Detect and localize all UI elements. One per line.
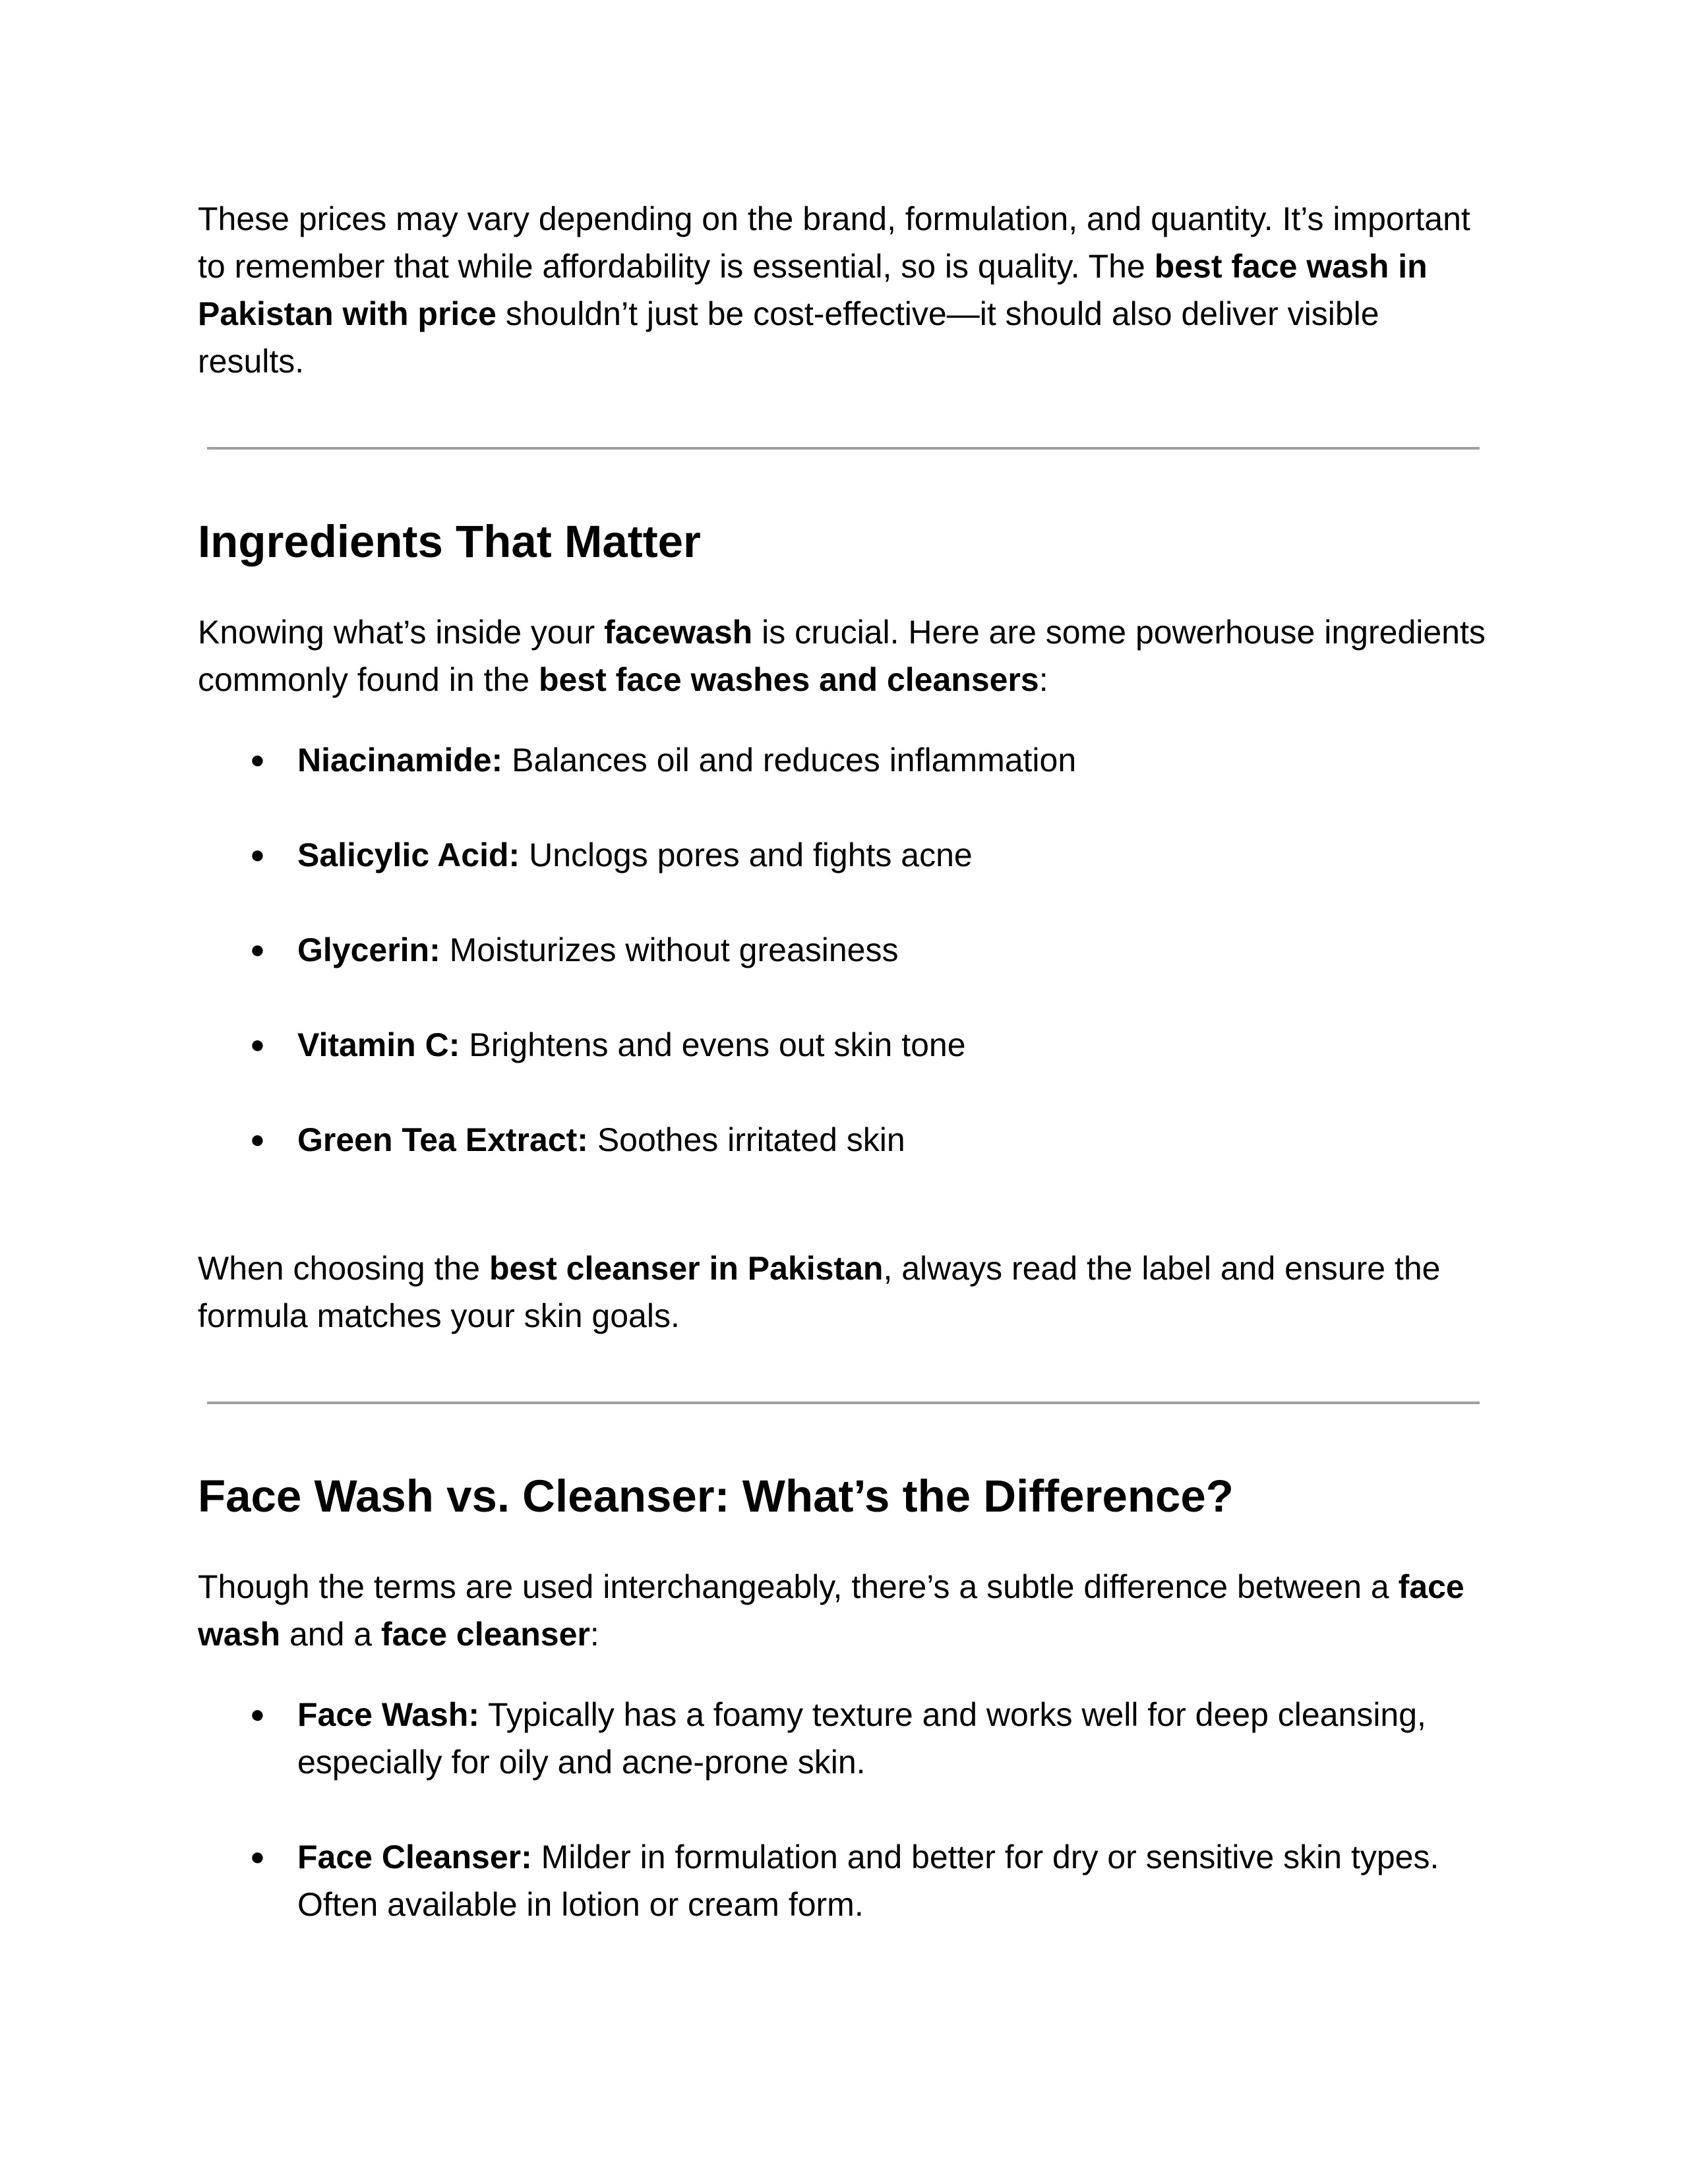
ingredients-heading: Ingredients That Matter — [198, 516, 701, 567]
list-item — [198, 1116, 1490, 1164]
difference-heading: Face Wash vs. Cleanser: What’s the Difference? — [198, 1471, 1234, 1521]
list-item — [198, 1833, 1490, 1928]
list-item — [198, 736, 1490, 784]
bullet-icon: ● — [250, 1701, 265, 1728]
diff-lead-text-3: : — [589, 1616, 599, 1653]
item-desc: Brightens and evens out skin tone — [460, 1026, 966, 1063]
lead-bold-2: best face washes and cleansers — [538, 661, 1039, 698]
bullet-icon: ● — [250, 746, 265, 774]
item-desc: Balances oil and reduces inflammation — [502, 742, 1077, 779]
closing-text-1: When choosing the — [198, 1250, 489, 1287]
bullet-icon: ● — [250, 1126, 265, 1154]
ingredients-lead-paragraph — [198, 608, 1490, 703]
closing-text-2: , always read the label and ensure the formula matches your skin goals. — [198, 1250, 1441, 1334]
bullet-icon: ● — [250, 841, 265, 869]
intro-paragraph — [198, 195, 1490, 385]
item-term: Glycerin: — [297, 931, 440, 968]
item-term: Face Cleanser: — [297, 1839, 532, 1875]
item-desc: Soothes irritated skin — [588, 1121, 905, 1158]
list-item — [198, 1691, 1490, 1786]
intro-bold-1: best face wash in Pakistan with price — [198, 248, 1428, 332]
item-term: Salicylic Acid: — [297, 837, 520, 873]
item-term: Face Wash: — [297, 1696, 480, 1733]
ingredients-list — [198, 736, 1490, 1164]
item-term: Green Tea Extract: — [297, 1121, 588, 1158]
lead-text-3: : — [1039, 661, 1048, 698]
item-term: Niacinamide: — [297, 742, 503, 779]
item-desc: Milder in formulation and better for dry or sensitive skin types. Often available in lotion or cream form. — [297, 1839, 1439, 1923]
item-desc: Moisturizes without greasiness — [440, 931, 899, 968]
difference-lead-paragraph — [198, 1563, 1490, 1658]
lead-text-2: is crucial. Here are some powerhouse ingredients commonly found in the — [198, 614, 1486, 698]
horizontal-divider — [207, 1402, 1480, 1404]
item-term: Vitamin C: — [297, 1026, 460, 1063]
lead-bold-1: facewash — [604, 614, 753, 651]
diff-lead-text-1: Though the terms are used interchangeably, there’s a subtle difference between a — [198, 1568, 1399, 1605]
bullet-icon: ● — [250, 1843, 265, 1871]
diff-lead-bold-2: face cleanser — [380, 1616, 590, 1653]
lead-text-1: Knowing what’s inside your — [198, 614, 605, 651]
list-item — [198, 926, 1490, 974]
intro-text-2: shouldn’t just be cost-effective—it should also deliver visible results. — [198, 295, 1379, 380]
ingredients-closing-paragraph — [198, 1245, 1490, 1340]
item-desc: Typically has a foamy texture and works well for deep cleansing, especially for oily and acne-prone skin. — [297, 1696, 1426, 1781]
list-item — [198, 831, 1490, 879]
bullet-icon: ● — [250, 936, 265, 964]
bullet-icon: ● — [250, 1031, 265, 1059]
diff-lead-bold-1: face wash — [198, 1568, 1464, 1653]
diff-lead-text-2: and a — [280, 1616, 381, 1653]
closing-bold-1: best cleanser in Pakistan — [489, 1250, 884, 1287]
item-desc: Unclogs pores and fights acne — [520, 837, 973, 873]
list-item — [198, 1021, 1490, 1069]
difference-list — [198, 1691, 1490, 1928]
horizontal-divider — [207, 447, 1480, 450]
intro-text-1: These prices may vary depending on the brand, formulation, and quantity. It’s important to remember that while affordability is essential, so is quality. The — [198, 200, 1470, 285]
